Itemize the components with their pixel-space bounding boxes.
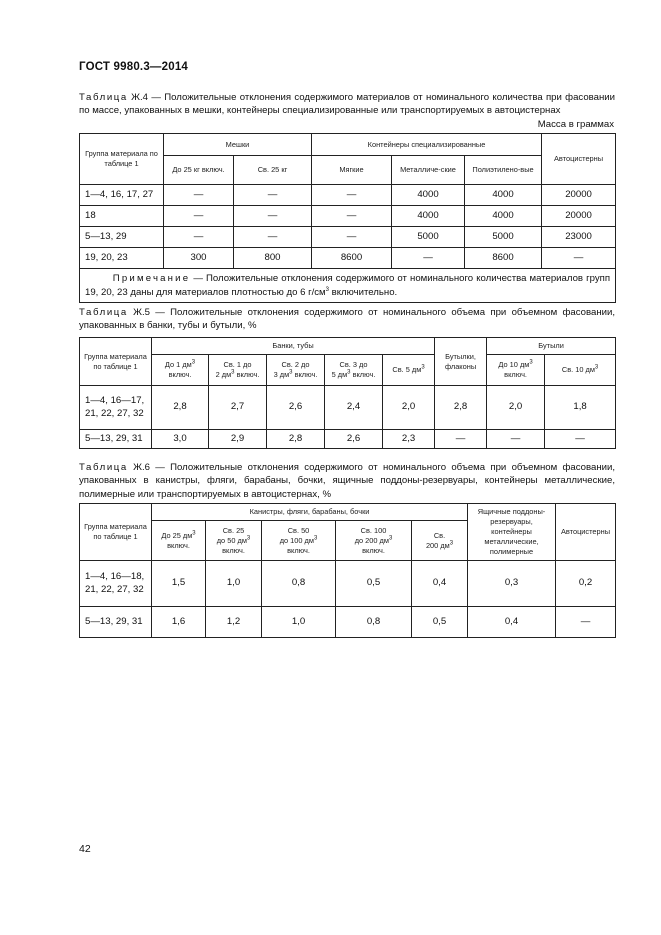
table-cell: 1,2: [206, 607, 262, 638]
table-cell: 1—4, 16—17, 21, 22, 27, 32: [80, 386, 152, 430]
table-cell: 2,6: [267, 386, 325, 430]
table4-note: [80, 269, 616, 303]
table-cell: —: [164, 206, 234, 227]
table-cell: 0,3: [468, 561, 556, 607]
table4-header-bags-over25: Св. 25 кг: [234, 156, 312, 185]
table-cell: 0,2: [556, 561, 616, 607]
table5-header-b2: Св. 10 $дм^3$: [545, 355, 616, 386]
table-cell: 2,8: [152, 386, 209, 430]
table-cell: 0,8: [262, 561, 336, 607]
table5-number: Ж.5: [133, 307, 150, 318]
table5-header-b1: До 10 $дм^3$ включ.: [487, 355, 545, 386]
table6-header-k5: Св. 200 $дм^3$: [412, 521, 468, 561]
table-cell: 2,3: [383, 430, 435, 449]
table-cell: 2,6: [325, 430, 383, 449]
table-cell: 2,0: [487, 386, 545, 430]
table5-header-c5: Св. 5 $дм^3$: [383, 355, 435, 386]
table4-header-tankers: Автоцистерны: [542, 134, 616, 185]
table-cell: —: [545, 430, 616, 449]
document-header: ГОСТ 9980.3—2014: [79, 61, 189, 73]
table4-header-bags-upto25: До 25 кг включ.: [164, 156, 234, 185]
table-cell: —: [542, 248, 616, 269]
table-cell: 5—13, 29, 31: [80, 607, 152, 638]
table6-caption-text: — Положительные отклонения содержимого от номинального объема при объемном фасовании, упакованных в канистры, фляги, барабаны, бочки, ящичные поддоны-резервуары, контейнеры металлические, полимерные или транспортируемых в автоцистернах, %: [79, 462, 615, 500]
table5-header-c2: Св. 1 до 2 $дм^3$ включ.: [209, 355, 267, 386]
table-cell: 3,0: [152, 430, 209, 449]
table-cell: 23000: [542, 227, 616, 248]
table-cell: —: [392, 248, 465, 269]
table4-number: Ж.4: [131, 92, 149, 103]
table-cell: 800: [234, 248, 312, 269]
table5-header-bottles: Бутыли: [487, 338, 616, 355]
table-cell: 20000: [542, 206, 616, 227]
table-cell: 4000: [392, 206, 465, 227]
table5-label: Таблица: [79, 307, 128, 318]
table4-note-label: Примечание: [112, 273, 191, 284]
table-cell: —: [312, 185, 392, 206]
table4-caption: [79, 91, 615, 118]
table4-header-containers: Контейнеры специализированные: [312, 134, 542, 156]
table-cell: 18: [80, 206, 164, 227]
table-row: [80, 185, 616, 206]
table-cell: 2,8: [435, 386, 487, 430]
table-cell: —: [164, 185, 234, 206]
table5-caption-text: — Положительные отклонения содержимого от номинального объема при объемном фасовании, упакованных в банки, тубы и бутыли, %: [79, 307, 615, 332]
table-cell: —: [487, 430, 545, 449]
table-cell: 2,0: [383, 386, 435, 430]
table4-header-group: Группа материала по таблице 1: [80, 134, 164, 185]
table-cell: 4000: [465, 206, 542, 227]
table-cell: 1,5: [152, 561, 206, 607]
table5-header-c3: Св. 2 до 3 $дм^3$ включ.: [267, 355, 325, 386]
table-cell: —: [312, 206, 392, 227]
table6-header-group: Группа материала по таблице 1: [80, 504, 152, 561]
table4-header-polyethylene: Полиэтилено-вые: [465, 156, 542, 185]
table-cell: 1,0: [206, 561, 262, 607]
table5: [79, 337, 616, 449]
table4-note-text: — Положительные отклонения содержимого от номинального количества материалов групп 19, 20, 23 даны для материалов плотностью до 6 г/см: [85, 273, 611, 298]
table5-header-group: Группа материала по таблице 1: [80, 338, 152, 386]
table6-number: Ж.6: [133, 462, 150, 473]
table-row: [80, 227, 616, 248]
table-cell: 5000: [465, 227, 542, 248]
table-cell: —: [312, 227, 392, 248]
table-cell: 1,0: [262, 607, 336, 638]
table4-label: Таблица: [79, 92, 128, 103]
table-row: [80, 386, 616, 430]
table-cell: 4000: [465, 185, 542, 206]
table6-header-canisters: Канистры, фляги, барабаны, бочки: [152, 504, 468, 521]
table-cell: 5—13, 29: [80, 227, 164, 248]
table-cell: 5000: [392, 227, 465, 248]
table4: [79, 133, 616, 303]
table-cell: 8600: [312, 248, 392, 269]
table-cell: 1,8: [545, 386, 616, 430]
table-cell: 4000: [392, 185, 465, 206]
table-cell: 0,8: [336, 607, 412, 638]
table-cell: 8600: [465, 248, 542, 269]
table-cell: 0,5: [412, 607, 468, 638]
table-cell: 1—4, 16—18, 21, 22, 27, 32: [80, 561, 152, 607]
table-cell: 1,6: [152, 607, 206, 638]
table5-header-c1: До 1 $дм^3$ включ.: [152, 355, 209, 386]
table-cell: 0,4: [412, 561, 468, 607]
table-row: [80, 561, 616, 607]
table4-header-metal: Металличе-ские: [392, 156, 465, 185]
table-row: [80, 248, 616, 269]
table-cell: 1—4, 16, 17, 27: [80, 185, 164, 206]
table6-header-tankers: Автоцистерны: [556, 504, 616, 561]
table5-header-cans: Банки, тубы: [152, 338, 435, 355]
table4-header-bags: Мешки: [164, 134, 312, 156]
table-cell: —: [164, 227, 234, 248]
table-cell: 19, 20, 23: [80, 248, 164, 269]
table4-units: Масса в граммах: [537, 119, 614, 130]
table-cell: 2,9: [209, 430, 267, 449]
page-number: 42: [79, 843, 91, 855]
table-row: [80, 607, 616, 638]
table-cell: 2,7: [209, 386, 267, 430]
table4-header-soft: Мягкие: [312, 156, 392, 185]
table-cell: —: [556, 607, 616, 638]
table-cell: 2,4: [325, 386, 383, 430]
table5-caption: [79, 306, 615, 333]
table6-caption: [79, 461, 615, 501]
table6-header-k2: Св. 25 до 50 $дм^3$ включ.: [206, 521, 262, 561]
table-row: [80, 430, 616, 449]
table-cell: 20000: [542, 185, 616, 206]
table-cell: —: [234, 185, 312, 206]
table5-header-flasks: Бутылки, флаконы: [435, 338, 487, 386]
table6-header-pallets: Ящичные поддоны-резервуары, контейнеры металлические, полимерные: [468, 504, 556, 561]
table6: [79, 503, 616, 638]
table4-note-sup: 3: [325, 286, 329, 293]
table4-caption-text: — Положительные отклонения содержимого материалов от номинального количества при фасовании по массе, упакованных в мешки, контейнеры специализированные или транспортируемых в автоцистернах: [79, 92, 615, 117]
table6-header-k3: Св. 50 до 100 $дм^3$ включ.: [262, 521, 336, 561]
table5-header-c4: Св. 3 до 5 $дм^3$ включ.: [325, 355, 383, 386]
table-cell: —: [435, 430, 487, 449]
table4-note-text-end: включительно.: [328, 286, 398, 298]
table6-label: Таблица: [79, 462, 128, 473]
table-cell: 0,5: [336, 561, 412, 607]
table-cell: —: [234, 206, 312, 227]
table-cell: 300: [164, 248, 234, 269]
table6-header-k1: До 25 $дм^3$ включ.: [152, 521, 206, 561]
table6-header-k4: Св. 100 до 200 $дм^3$ включ.: [336, 521, 412, 561]
table-cell: 0,4: [468, 607, 556, 638]
table-cell: —: [234, 227, 312, 248]
table-cell: 5—13, 29, 31: [80, 430, 152, 449]
table-cell: 2,8: [267, 430, 325, 449]
table-row: [80, 206, 616, 227]
